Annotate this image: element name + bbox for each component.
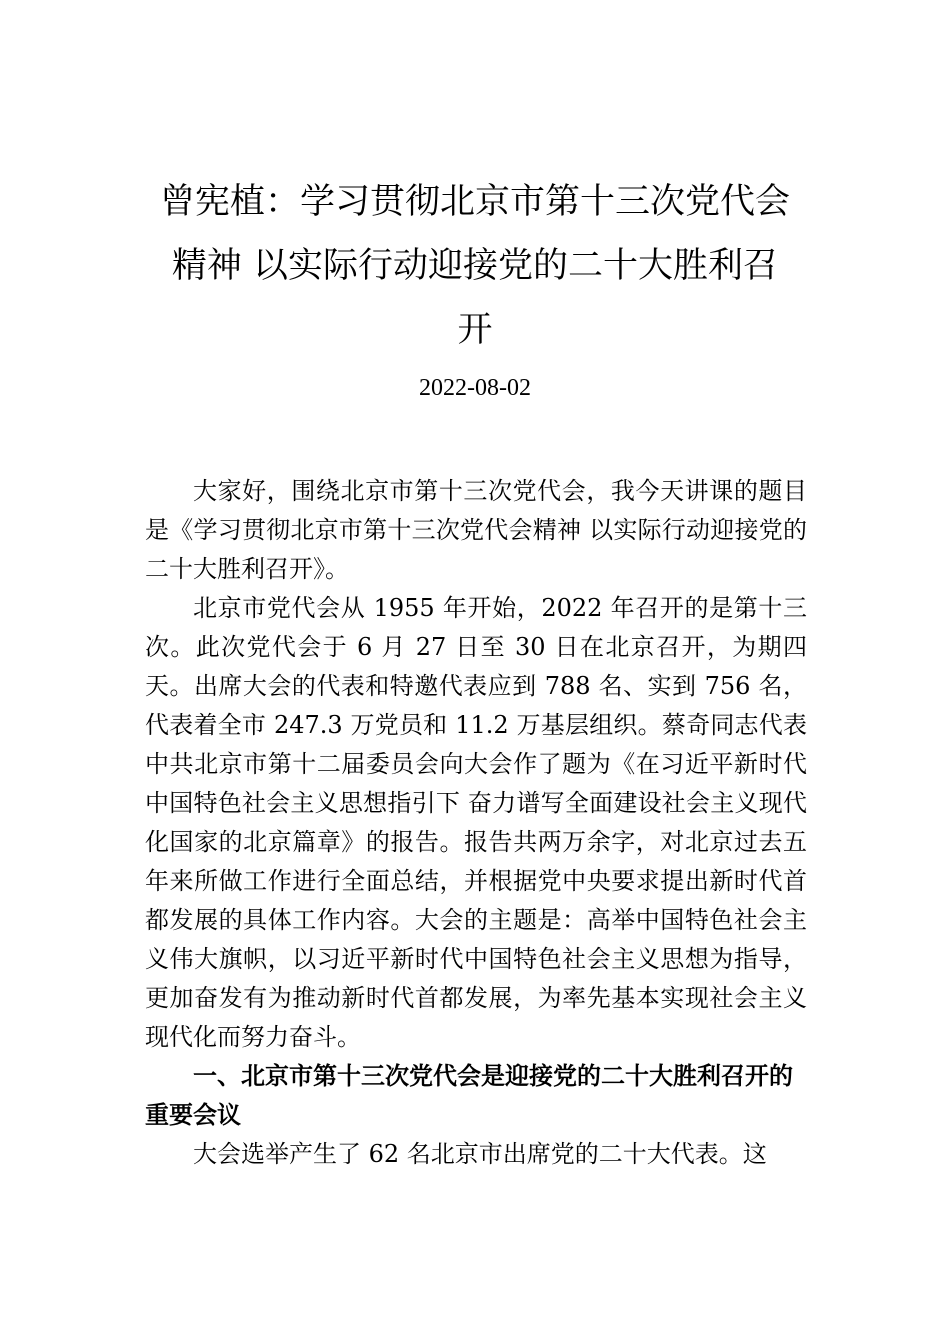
title-line-1: 曾宪植：学习贯彻北京市第十三次党代会: [159, 182, 790, 222]
article-body: [145, 472, 807, 1174]
section-heading-1: 一、北京市第十三次党代会是迎接党的二十大胜利召开的重要会议: [145, 1062, 793, 1129]
paragraph-election: 大会选举产生了 62 名北京市出席党的二十大代表。这: [193, 1140, 767, 1168]
title-line-2: 精神 以实际行动迎接党的二十大胜利召: [171, 246, 779, 286]
paragraph-intro: 大家好，围绕北京市第十三次党代会，我今天讲课的题目是《学习贯彻北京市第十三次党代会精神 以实际行动迎接党的二十大胜利召开》。: [145, 477, 807, 583]
document-title: [140, 170, 810, 362]
paragraph-congress-overview: 北京市党代会从 1955 年开始，2022 年召开的是第十三次。此次党代会于 6 月 27 日至 30 日在北京召开，为期四天。出席大会的代表和特邀代表应到 788 名、实到 756 名，代表着全市 247.3 万党员和 11.2 万基层组织。蔡奇同志代表中共北京市第十二届委员会向大会作了题为《在习近平新时代中国特色社会主义思想指引下 奋力谱写全面建设社会主义现代化国家的北京篇章》的报告。报告共两万余字，对北京过去五年来所做工作进行全面总结，并根据党中央要求提出新时代首都发展的具体工作内容。大会的主题是：高举中国特色社会主义伟大旗帜，以习近平新时代中国特色社会主义思想为指导，更加奋发有为推动新时代首都发展，为率先基本实现社会主义现代化而努力奋斗。: [145, 594, 807, 1051]
publish-date: 2022-08-02: [419, 375, 531, 401]
title-line-3: 开: [457, 310, 493, 350]
